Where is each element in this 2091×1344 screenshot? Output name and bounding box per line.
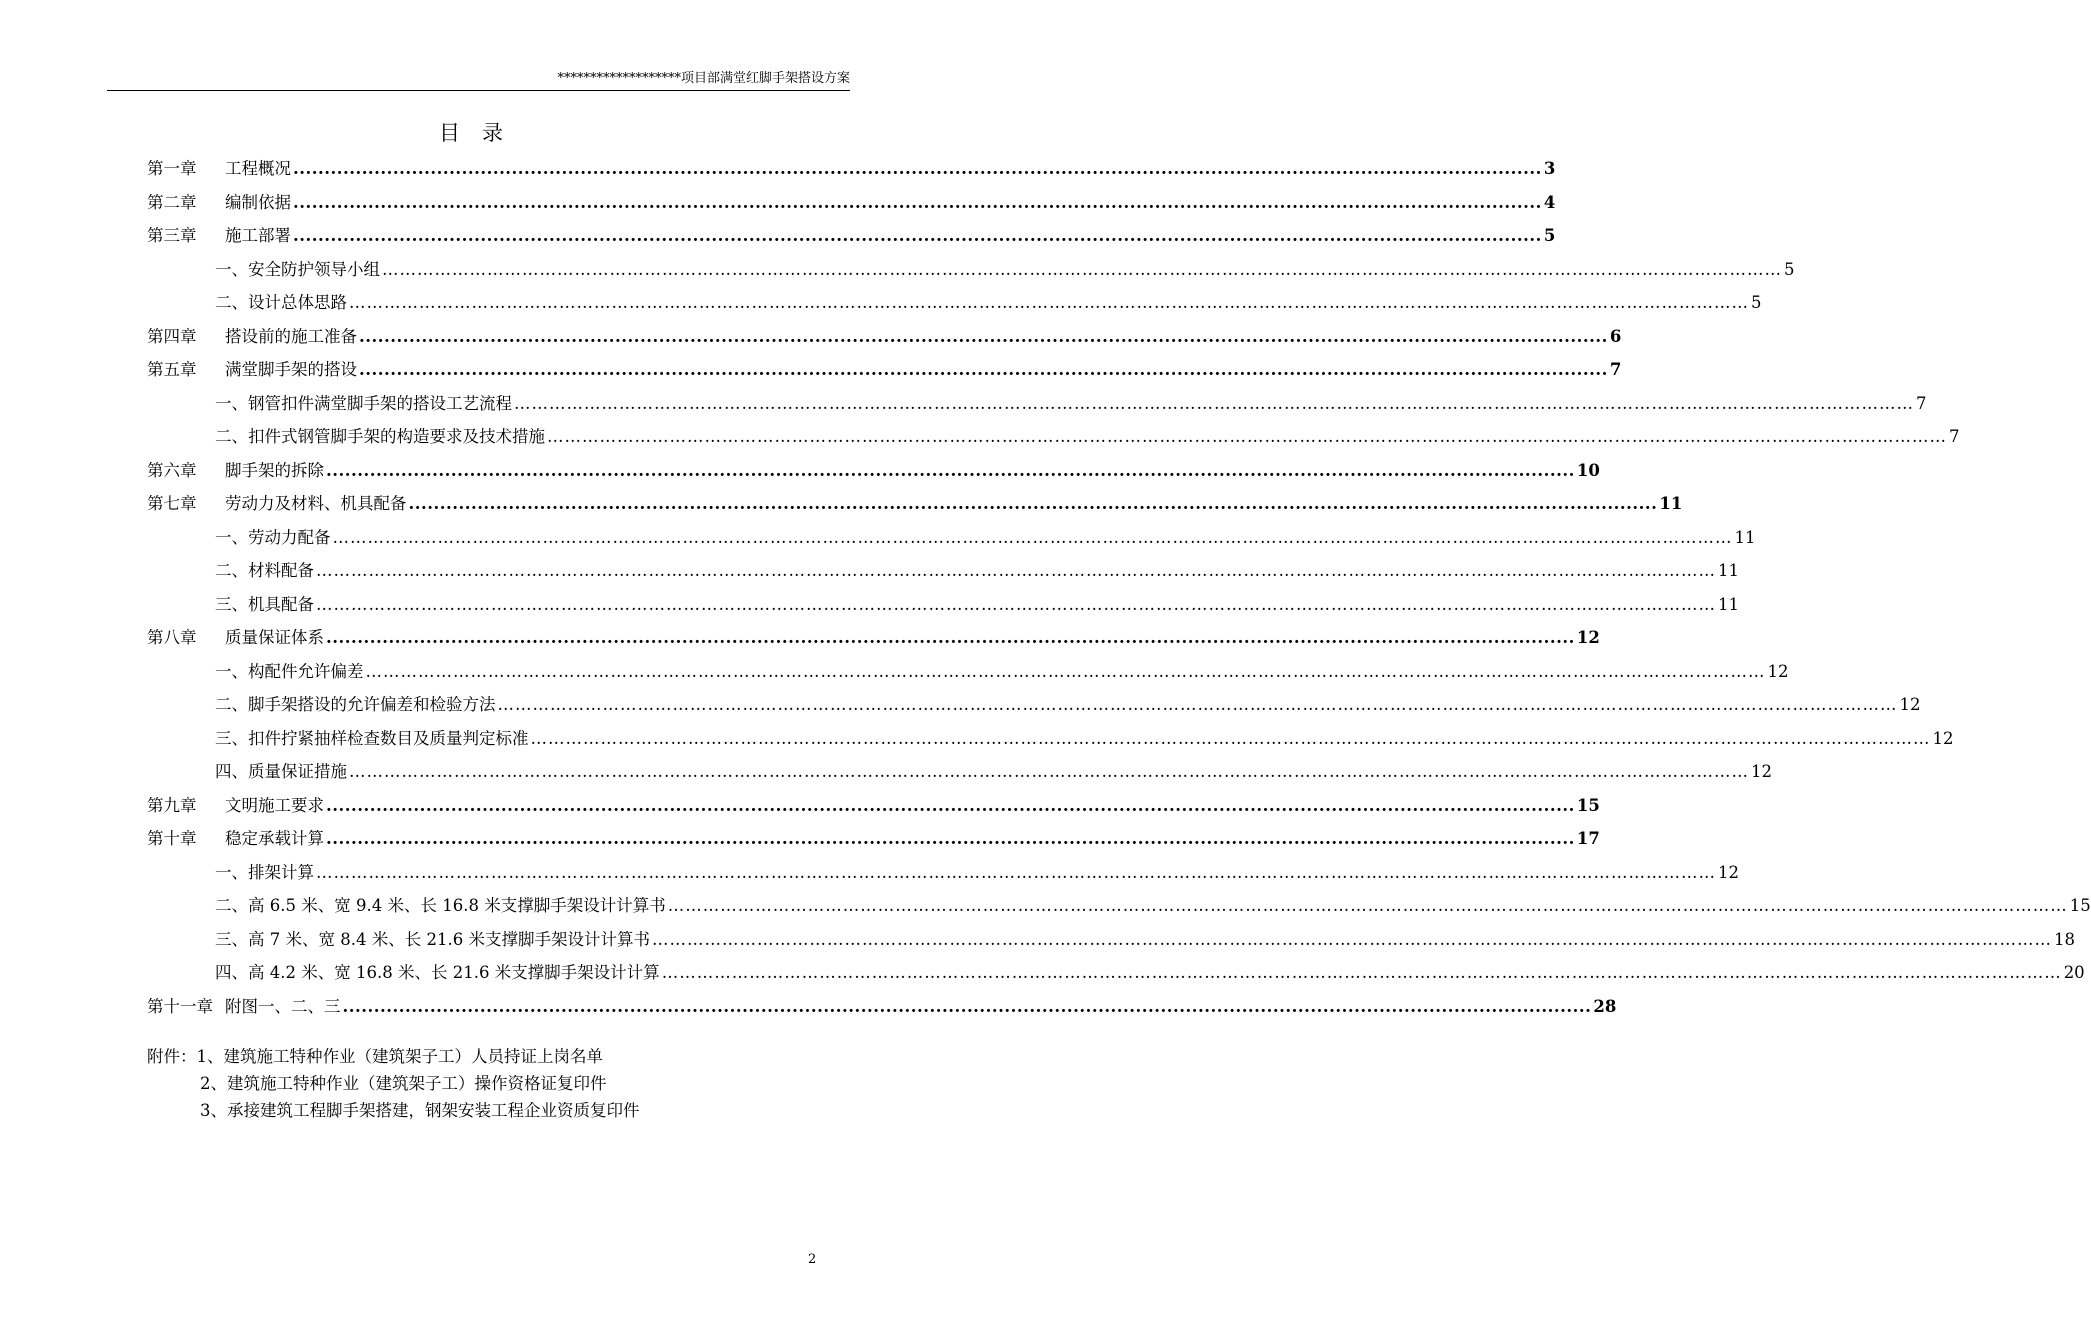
toc-entry-title: 稳定承载计算 bbox=[225, 829, 324, 848]
toc-leader-dots: ........................................................................................................................................................................................................ bbox=[359, 326, 1608, 346]
toc-leader-dots: …………………………………………………………………………………………………………………………………………………………………………………………………………………… bbox=[497, 695, 1898, 714]
toc-entry-title: 一、排架计算 bbox=[215, 862, 314, 882]
toc-page-number: 12 bbox=[1932, 728, 1954, 748]
toc-leader-dots: …………………………………………………………………………………………………………………………………………………………………………………………………………………… bbox=[349, 762, 1749, 781]
toc-entry-title: 附图一、二、三 bbox=[225, 996, 341, 1016]
toc-leader-dots: …………………………………………………………………………………………………………………………………………………………………………………………………………………… bbox=[316, 862, 1716, 882]
toc-entry-label bbox=[215, 760, 347, 784]
toc-entry-label bbox=[215, 894, 666, 918]
toc-entry-title: 工程概况 bbox=[225, 159, 291, 178]
toc-entry-title: 施工部署 bbox=[225, 226, 291, 245]
toc-chapter-row bbox=[147, 358, 1622, 382]
toc-entry-label bbox=[215, 392, 512, 416]
toc-chapter-number: 第五章 bbox=[147, 360, 197, 379]
toc-leader-dots: …………………………………………………………………………………………………………………………………………………………………………………………………………………… bbox=[349, 293, 1749, 312]
toc-entry-label bbox=[215, 861, 314, 885]
toc-page-number: 5 bbox=[1543, 226, 1556, 245]
toc-chapter-number: 第二章 bbox=[147, 192, 197, 212]
toc-leader-dots: ........................................................................................................................................................................................................ bbox=[326, 628, 1575, 647]
toc-entry-title: 三、机具配备 bbox=[215, 594, 314, 614]
toc-chapter-row bbox=[147, 157, 1556, 181]
toc-entry-label bbox=[147, 358, 357, 382]
toc-page-number: 17 bbox=[1576, 829, 1600, 848]
toc-page-number: 7 bbox=[1916, 393, 1927, 413]
toc-page-number: 12 bbox=[1751, 762, 1772, 781]
toc-page-number: 12 bbox=[1718, 862, 1739, 882]
toc-chapter-row bbox=[147, 191, 1556, 215]
toc-entry-label bbox=[147, 827, 324, 851]
toc-leader-dots: …………………………………………………………………………………………………………………………………………………………………………………………………………………… bbox=[661, 963, 2062, 982]
toc-entry-label bbox=[215, 425, 545, 449]
toc-entry-title: 劳动力及材料、机具配备 bbox=[225, 494, 407, 513]
toc-section-row bbox=[215, 425, 1960, 449]
page-number: 2 bbox=[808, 1252, 817, 1267]
toc-entry-title: 二、设计总体思路 bbox=[215, 293, 347, 312]
toc-leader-dots: …………………………………………………………………………………………………………………………………………………………………………………………………………………… bbox=[514, 393, 1914, 413]
toc-page-number: 11 bbox=[1734, 527, 1756, 547]
toc-leader-dots: …………………………………………………………………………………………………………………………………………………………………………………………………………………… bbox=[530, 728, 1931, 748]
toc-page-number: 20 bbox=[2063, 963, 2085, 982]
toc-section-row bbox=[215, 291, 1762, 315]
toc-entry-title: 文明施工要求 bbox=[225, 795, 324, 815]
toc-entry-label bbox=[147, 995, 341, 1019]
toc-section-row bbox=[215, 760, 1772, 784]
toc-leader-dots: …………………………………………………………………………………………………………………………………………………………………………………………………………………… bbox=[365, 661, 1766, 681]
toc-chapter-row bbox=[147, 325, 1622, 349]
toc-entry-label bbox=[215, 559, 314, 583]
toc-entry-label bbox=[147, 224, 291, 248]
toc-leader-dots: ........................................................................................................................................................................................................ bbox=[293, 226, 1542, 245]
toc-entry-label bbox=[215, 291, 347, 315]
toc-entry-title: 四、高 4.2 米、宽 16.8 米、长 21.6 米支撑脚手架设计计算 bbox=[215, 963, 660, 982]
toc-page-number: 10 bbox=[1576, 460, 1600, 480]
toc-section-row bbox=[215, 961, 2085, 985]
toc-entry-title: 二、脚手架搭设的允许偏差和检验方法 bbox=[215, 695, 496, 714]
toc-leader-dots: …………………………………………………………………………………………………………………………………………………………………………………………………………………… bbox=[316, 561, 1716, 580]
toc-entry-title: 三、扣件拧紧抽样检查数目及质量判定标准 bbox=[215, 728, 529, 748]
toc-chapter-row bbox=[147, 626, 1600, 650]
toc-entry-title: 四、质量保证措施 bbox=[215, 762, 347, 781]
toc-entry-label bbox=[147, 191, 291, 215]
toc-page-number: 18 bbox=[2053, 929, 2075, 949]
attachment-item: 2、建筑施工特种作业（建筑架子工）操作资格证复印件 bbox=[200, 1074, 607, 1093]
toc-section-row bbox=[215, 894, 2091, 918]
toc-page-number: 28 bbox=[1593, 996, 1617, 1016]
toc-entry-label bbox=[215, 526, 331, 550]
toc-section-row bbox=[215, 727, 1954, 751]
toc-entry-title: 一、劳动力配备 bbox=[215, 527, 331, 547]
toc-leader-dots: ........................................................................................................................................................................................................ bbox=[293, 159, 1542, 178]
toc-page-number: 11 bbox=[1718, 561, 1739, 580]
toc-leader-dots: …………………………………………………………………………………………………………………………………………………………………………………………………………………… bbox=[382, 259, 1782, 279]
toc-entry-label bbox=[215, 660, 364, 684]
toc-entry-label bbox=[215, 961, 660, 985]
toc-entry-label bbox=[215, 693, 496, 717]
toc-entry-label bbox=[147, 492, 407, 516]
attachment-item: 3、承接建筑工程脚手架搭建，钢架安装工程企业资质复印件 bbox=[200, 1101, 640, 1120]
attachment-item: 1、建筑施工特种作业（建筑架子工）人员持证上岗名单 bbox=[196, 1047, 603, 1066]
toc-leader-dots: ........................................................................................................................................................................................................ bbox=[326, 795, 1575, 815]
toc-leader-dots: …………………………………………………………………………………………………………………………………………………………………………………………………………………… bbox=[332, 527, 1733, 547]
toc-entry-label bbox=[147, 325, 357, 349]
toc-section-row bbox=[215, 593, 1739, 617]
toc-chapter-number: 第九章 bbox=[147, 795, 197, 815]
toc-entry-label bbox=[215, 258, 380, 282]
toc-entry-label bbox=[215, 928, 650, 952]
toc-entry-title: 一、构配件允许偏差 bbox=[215, 661, 364, 681]
toc-chapter-row bbox=[147, 794, 1600, 818]
toc-chapter-number: 第七章 bbox=[147, 494, 197, 513]
attachments-label: 附件： bbox=[147, 1047, 197, 1066]
toc-leader-dots: ........................................................................................................................................................................................................ bbox=[342, 996, 1592, 1016]
toc-section-row bbox=[215, 693, 1921, 717]
toc-leader-dots: ........................................................................................................................................................................................................ bbox=[293, 192, 1542, 212]
toc-entry-title: 一、安全防护领导小组 bbox=[215, 259, 380, 279]
toc-section-row bbox=[215, 928, 2075, 952]
toc-entry-title: 搭设前的施工准备 bbox=[225, 326, 357, 346]
toc-entry-title: 编制依据 bbox=[225, 192, 291, 212]
attachments bbox=[147, 1043, 640, 1124]
toc-section-row bbox=[215, 861, 1739, 885]
toc-chapter-row bbox=[147, 492, 1683, 516]
toc-entry-title: 一、钢管扣件满堂脚手架的搭设工艺流程 bbox=[215, 393, 512, 413]
toc-entry-title: 满堂脚手架的搭设 bbox=[225, 360, 357, 379]
toc-entry-title: 质量保证体系 bbox=[225, 628, 324, 647]
toc-page-number: 3 bbox=[1543, 159, 1556, 178]
toc-section-row bbox=[215, 258, 1795, 282]
toc-section-row bbox=[215, 526, 1756, 550]
toc-page-number: 7 bbox=[1609, 360, 1622, 379]
toc-page-number: 5 bbox=[1751, 293, 1762, 312]
toc-chapter-number: 第三章 bbox=[147, 226, 197, 245]
toc-page-number: 12 bbox=[1576, 628, 1600, 647]
header-text: *******************项目部满堂红脚手架搭设方案 bbox=[557, 71, 850, 86]
toc-chapter-row bbox=[147, 995, 1617, 1019]
toc-leader-dots: ........................................................................................................................................................................................................ bbox=[408, 494, 1658, 513]
toc-entry-label bbox=[215, 593, 314, 617]
toc-page-number: 7 bbox=[1949, 427, 1960, 446]
toc-chapter-number: 第六章 bbox=[147, 460, 197, 480]
toc-entry-label bbox=[147, 157, 291, 181]
toc-entry-title: 二、高 6.5 米、宽 9.4 米、长 16.8 米支撑脚手架设计计算书 bbox=[215, 896, 666, 915]
toc-chapter-number: 第八章 bbox=[147, 628, 197, 647]
toc-entry-title: 二、扣件式钢管脚手架的构造要求及技术措施 bbox=[215, 427, 545, 446]
toc-page-number: 12 bbox=[1767, 661, 1789, 681]
toc-chapter-number: 第十章 bbox=[147, 829, 197, 848]
toc-leader-dots: ........................................................................................................................................................................................................ bbox=[326, 829, 1575, 848]
toc-leader-dots: …………………………………………………………………………………………………………………………………………………………………………………………………………………… bbox=[667, 896, 2068, 915]
toc-page-number: 4 bbox=[1543, 192, 1556, 212]
toc-leader-dots: …………………………………………………………………………………………………………………………………………………………………………………………………………………… bbox=[547, 427, 1947, 446]
toc-page-number: 12 bbox=[1899, 695, 1921, 714]
toc-page-number: 5 bbox=[1784, 259, 1795, 279]
toc-leader-dots: ........................................................................................................................................................................................................ bbox=[359, 360, 1608, 379]
toc-entry-title: 脚手架的拆除 bbox=[225, 460, 324, 480]
toc-entry-label bbox=[147, 459, 324, 483]
page-title: 目录 bbox=[439, 121, 525, 145]
toc-leader-dots: ........................................................................................................................................................................................................ bbox=[326, 460, 1575, 480]
toc-leader-dots: …………………………………………………………………………………………………………………………………………………………………………………………………………………… bbox=[316, 594, 1716, 614]
toc-entry-title: 三、高 7 米、宽 8.4 米、长 21.6 米支撑脚手架设计计算书 bbox=[215, 929, 650, 949]
toc-page-number: 15 bbox=[2069, 896, 2091, 915]
toc-page-number: 11 bbox=[1718, 594, 1739, 614]
toc-entry-label bbox=[215, 727, 529, 751]
toc-chapter-row bbox=[147, 827, 1600, 851]
toc-page-number: 6 bbox=[1609, 326, 1622, 346]
toc-chapter-number: 第一章 bbox=[147, 159, 197, 178]
toc-chapter-number: 第四章 bbox=[147, 326, 197, 346]
toc-section-row bbox=[215, 392, 1927, 416]
toc-section-row bbox=[215, 559, 1739, 583]
toc-leader-dots: …………………………………………………………………………………………………………………………………………………………………………………………………………………… bbox=[651, 929, 2052, 949]
toc-entry-label bbox=[147, 626, 324, 650]
toc-page-number: 15 bbox=[1576, 795, 1600, 815]
toc-page-number: 11 bbox=[1659, 494, 1683, 513]
toc-chapter-number: 第十一章 bbox=[147, 996, 213, 1016]
running-header bbox=[107, 70, 850, 91]
toc-chapter-row bbox=[147, 459, 1600, 483]
toc-chapter-row bbox=[147, 224, 1556, 248]
toc-entry-label bbox=[147, 794, 324, 818]
toc-section-row bbox=[215, 660, 1789, 684]
toc-entry-title: 二、材料配备 bbox=[215, 561, 314, 580]
